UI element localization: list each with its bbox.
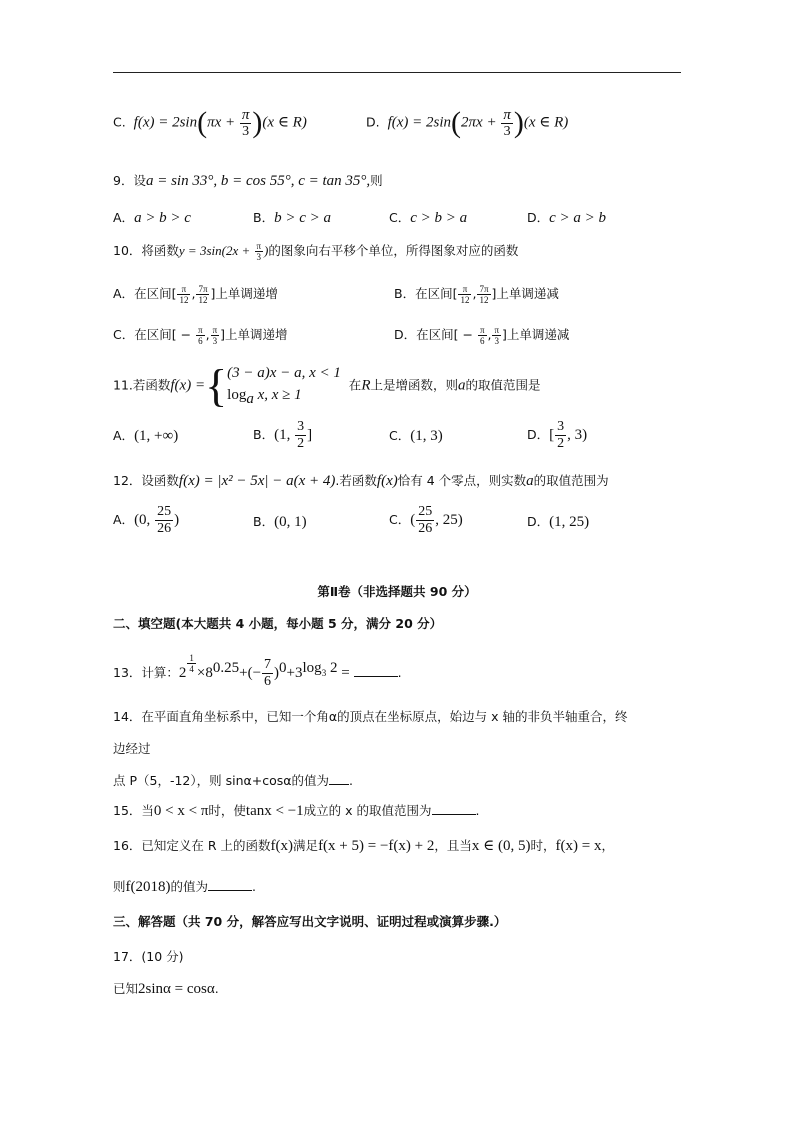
q16-line1: 16．已知定义在 R 上的函数f(x)满足f(x + 5) = −f(x) + 2，且当x ∈ (0, 5)时，f(x) = x， — [113, 838, 614, 854]
q14-line2: 边经过 — [113, 741, 151, 756]
q11-option-d: D．[ $\frac{3}{2}$ , 3) — [527, 419, 588, 451]
q12-option-a: A．(0, $\frac{25}{26}$ ) — [113, 504, 180, 536]
q15-answer-blank[interactable] — [432, 802, 476, 815]
section2-title: 二、填空题(本大题共 4 小题，每小题 5 分，满分 20 分） — [113, 616, 443, 631]
q10-stem: 10．将函数y = 3sin(2x + $\frac{\pi}{3}$ )的图象向右平移个单位，所得图象对应的函数 — [113, 241, 519, 262]
q11-option-b: B．(1, $\frac{3}{2}$ ] — [253, 419, 313, 451]
part2-title: 第Ⅱ卷（非选择题共 90 分） — [317, 584, 477, 599]
q16-line2: 则f(2018)的值为 . — [113, 879, 257, 895]
section3-title: 三、解答题（共 70 分，解答应写出文字说明、证明过程或演算步骤.） — [113, 914, 507, 929]
q9-option-c: C．c > b > a — [389, 210, 468, 226]
q13: 13．计算：2 $^{\frac{1}{4}}$ $\times 8^{0.25}+(-$ $\frac{7}{6}$ )$^0+3^{log_3 2}$ = . — [113, 652, 402, 689]
q17-given: 已知2sinα = cosα. — [113, 981, 219, 997]
q11-stem: 11.若函数f(x) ={(3 − a)x − a, x < 1 $\log_a x$, x ≥ 1 在R上是增函数，则a的取值范围是 — [113, 360, 541, 411]
q12-stem: 12．设函数f(x) = |x² − 5x| − a(x + 4).若函数f(x)恰有 4 个零点，则实数a的取值范围为 — [113, 473, 609, 489]
q14-line3: 点 P（5，-12），则 sinα+cosα的值为 . — [113, 773, 353, 788]
header-rule — [113, 72, 681, 73]
q12-option-b: B．(0, 1) — [253, 514, 307, 530]
q9-option-d: D．c > a > b — [527, 210, 607, 226]
q10-option-b: B．在区间[ $\frac{\pi}{12}$ , $\frac{7\pi}{12}$ ]上单调递减 — [394, 284, 559, 305]
q14-answer-blank[interactable] — [329, 772, 349, 785]
q16-answer-blank[interactable] — [208, 878, 252, 891]
q11-option-a: A．(1, +∞) — [113, 428, 179, 444]
q8-option-c: C. f(x) = 2sin(πx + $\frac{\pi}{3}$ )(x ∈ R) — [113, 106, 307, 139]
q9-option-b: B．b > c > a — [253, 210, 331, 226]
q8-option-d: D. f(x) = 2sin(2πx + $\frac{\pi}{3}$ )(x ∈ R) — [366, 106, 569, 139]
q14-line1: 14．在平面直角坐标系中，已知一个角α的顶点在坐标原点，始边与 x 轴的非负半轴重合，终 — [113, 709, 628, 724]
q12-option-d: D．(1, 25) — [527, 514, 590, 530]
q17-head: 17．(10 分) — [113, 949, 184, 964]
q15: 15．当0 < x < π时，使tanx < −1成立的 x 的取值范围为 . — [113, 803, 480, 819]
q10-option-d: D．在区间[ − $\frac{\pi}{6}$ , $\frac{\pi}{3}$ ]上单调递减 — [394, 325, 570, 346]
q13-answer-blank[interactable] — [354, 664, 398, 677]
q11-option-c: C．(1, 3) — [389, 428, 443, 444]
q12-option-c: C．( $\frac{25}{26}$ , 25) — [389, 504, 463, 536]
q10-option-c: C．在区间[ − $\frac{\pi}{6}$ , $\frac{\pi}{3}$ ]上单调递增 — [113, 325, 288, 346]
q9-option-a: A．a > b > c — [113, 210, 191, 226]
q10-option-a: A．在区间[ $\frac{\pi}{12}$ , $\frac{7\pi}{12}$ ]上单调递增 — [113, 284, 278, 305]
q9-stem: 9．设a = sin 33°, b = cos 55°, c = tan 35°,则 — [113, 173, 383, 189]
